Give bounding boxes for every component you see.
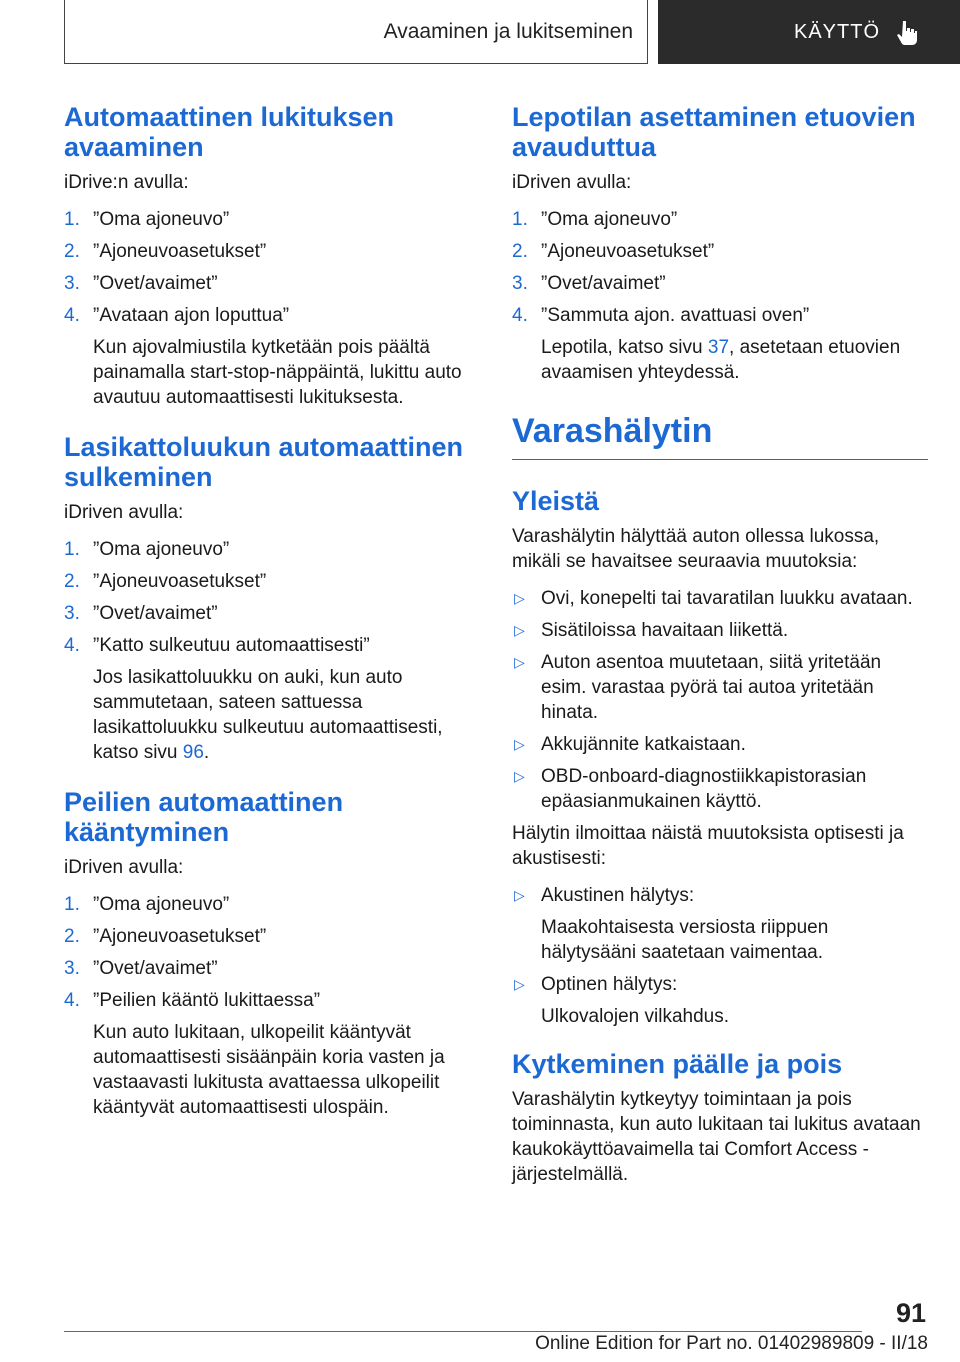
step-note: Lepotila, katso sivu 37, asetetaan etuovien avaamisen yhteydessä. bbox=[541, 337, 901, 383]
triangle-bullet-icon: ▷ bbox=[514, 622, 525, 638]
triangle-bullet-icon: ▷ bbox=[514, 654, 525, 670]
steps-list bbox=[64, 537, 480, 765]
page-link[interactable]: 37 bbox=[707, 337, 730, 358]
list-item: 4. ”Katto sulkeutuu automaattisesti” Jos lasikattoluukku on auki, kun auto sammutetaan, sateen sattuessa lasikattoluukku sulkeutuu automaattisesti, katso sivu 96. bbox=[64, 633, 480, 765]
section-title: Lepotilan asettaminen etuovien avauduttua bbox=[512, 102, 916, 162]
list-item: 3. ”Ovet/avaimet” bbox=[512, 273, 666, 294]
step-note: Kun ajovalmiustila kytketään pois päältä painamalla start-stop-näppäintä, lukittu auto avautuu automaattisesti lukituksesta. bbox=[93, 337, 462, 408]
list-item: ▷ Ovi, konepelti tai tavaratilan luukku avataan. bbox=[514, 588, 913, 609]
intro-text: iDriven avulla: bbox=[64, 857, 184, 878]
section-tab bbox=[658, 0, 960, 64]
bullet-note: Ulkovalojen vilkahdus. bbox=[541, 1006, 729, 1027]
intro-text: iDrive:n avulla: bbox=[64, 172, 189, 193]
alarm-intro: Hälytin ilmoittaa näistä muutoksista optisesti ja akustisesti: bbox=[512, 823, 904, 869]
triangle-bullet-icon: ▷ bbox=[514, 768, 525, 784]
list-item: ▷ Akkujännite katkaistaan. bbox=[514, 734, 746, 755]
list-item: 4. ”Avataan ajon loputtua” Kun ajovalmiustila kytketään pois päältä painamalla start-stop-näppäintä, lukittu auto avautuu automaattisesti lukituksesta. bbox=[64, 303, 480, 410]
list-item: 2. ”Ajoneuvoasetukset” bbox=[64, 926, 267, 947]
list-item: ▷ Akustinen hälytys: Maakohtaisesta versiosta riippuen hälytysääni saatetaan vaimentaa. bbox=[512, 883, 928, 965]
bullet-note: Maakohtaisesta versiosta riippuen hälytysääni saatetaan vaimentaa. bbox=[541, 917, 829, 963]
section-auto-unlock bbox=[64, 102, 480, 410]
list-item: 2. ”Ajoneuvoasetukset” bbox=[512, 241, 715, 262]
page-number: 91 bbox=[895, 1298, 926, 1328]
list-item: 1. ”Oma ajoneuvo” bbox=[64, 539, 230, 560]
list-item: ▷ Sisätiloissa havaitaan liikettä. bbox=[514, 620, 789, 641]
section-title: Yleistä bbox=[512, 486, 600, 516]
list-item: 1. ”Oma ajoneuvo” bbox=[64, 209, 230, 230]
chapter-label: Avaaminen ja lukitseminen bbox=[383, 19, 633, 43]
section-title: Kytkeminen päälle ja pois bbox=[512, 1049, 843, 1079]
section-general bbox=[512, 486, 928, 1029]
list-item: ▷ Optinen hälytys: Ulkovalojen vilkahdus. bbox=[512, 972, 928, 1029]
list-item: 3. ”Ovet/avaimet” bbox=[64, 958, 218, 979]
section-switch-on-off bbox=[512, 1049, 928, 1187]
triangle-bullet-icon: ▷ bbox=[514, 976, 525, 992]
intro-text: iDriven avulla: bbox=[64, 502, 184, 523]
list-item: 4. ”Peilien kääntö lukittaessa” Kun auto lukitaan, ulkopeilit kääntyvät automaattisesti sisäänpäin koria vasten ja vastaavasti lukitusta avattaessa ulkopeilit kääntyvät automaattisesti ulospäin. bbox=[64, 988, 480, 1120]
list-item: 4. ”Sammuta ajon. avattuasi oven” Lepotila, katso sivu 37, asetetaan etuovien avaamisen yhteydessä. bbox=[512, 303, 928, 385]
triangle-bullet-icon: ▷ bbox=[514, 590, 525, 606]
list-item: 2. ”Ajoneuvoasetukset” bbox=[64, 241, 267, 262]
section-title: Automaattinen lukituksen avaaminen bbox=[64, 102, 395, 162]
section-mirror-fold bbox=[64, 787, 480, 1120]
page-header bbox=[0, 0, 960, 66]
chapter-tab bbox=[64, 0, 648, 64]
section-label: KÄYTTÖ bbox=[793, 20, 880, 43]
steps-list bbox=[64, 892, 480, 1120]
list-item: 1. ”Oma ajoneuvo” bbox=[512, 209, 678, 230]
section-title: Peilien automaattinen kääntyminen bbox=[64, 787, 344, 847]
steps-list bbox=[64, 207, 480, 410]
step-note: Jos lasikattoluukku on auki, kun auto sammutetaan, sateen sattuessa lasikattoluukku sulkeutuu automaattisesti, katso sivu 96. bbox=[93, 667, 443, 763]
list-item: ▷ Auton asentoa muutetaan, siitä yritetään esim. varastaa pyörä tai autoa yritetään hinata. bbox=[514, 652, 882, 723]
steps-list bbox=[512, 207, 928, 385]
page-link[interactable]: 96 bbox=[182, 742, 204, 763]
chapter-title: Varashälytin bbox=[512, 411, 928, 460]
bullet-list bbox=[512, 586, 928, 814]
triangle-bullet-icon: ▷ bbox=[514, 887, 525, 903]
bullet-list bbox=[512, 883, 928, 1029]
list-item: 2. ”Ajoneuvoasetukset” bbox=[64, 571, 267, 592]
triangle-bullet-icon: ▷ bbox=[514, 736, 525, 752]
right-column bbox=[512, 102, 928, 1209]
section-title: Lasikattoluukun automaattinen sulkeminen bbox=[64, 432, 464, 492]
section-sunroof-close bbox=[64, 432, 480, 765]
pointing-hand-icon bbox=[894, 19, 920, 45]
section-sleep-mode bbox=[512, 102, 928, 385]
list-item: ▷ OBD-onboard-diagnostiikkapistorasian epäasianmukainen käyttö. bbox=[514, 766, 867, 812]
body-text: Varashälytin kytkeytyy toimintaan ja pois toiminnasta, kun auto lukitaan tai lukitus avataan kaukokäyttöavaimella tai Comfort Access -järjestelmällä. bbox=[512, 1089, 921, 1185]
intro-text: Varashälytin hälyttää auton ollessa lukossa, mikäli se havaitsee seuraavia muutoksia: bbox=[512, 526, 880, 572]
footer-edition: Online Edition for Part no. 01402989809 - II/18 bbox=[535, 1333, 928, 1354]
list-item: 3. ”Ovet/avaimet” bbox=[64, 273, 218, 294]
intro-text: iDriven avulla: bbox=[512, 172, 632, 193]
list-item: 3. ”Ovet/avaimet” bbox=[64, 603, 218, 624]
left-column bbox=[64, 102, 480, 1142]
step-note: Kun auto lukitaan, ulkopeilit kääntyvät automaattisesti sisäänpäin koria vasten ja vastaavasti lukitusta avattaessa ulkopeilit kääntyvät automaattisesti ulospäin. bbox=[93, 1022, 445, 1118]
list-item: 1. ”Oma ajoneuvo” bbox=[64, 894, 230, 915]
footer-divider bbox=[64, 1331, 862, 1332]
